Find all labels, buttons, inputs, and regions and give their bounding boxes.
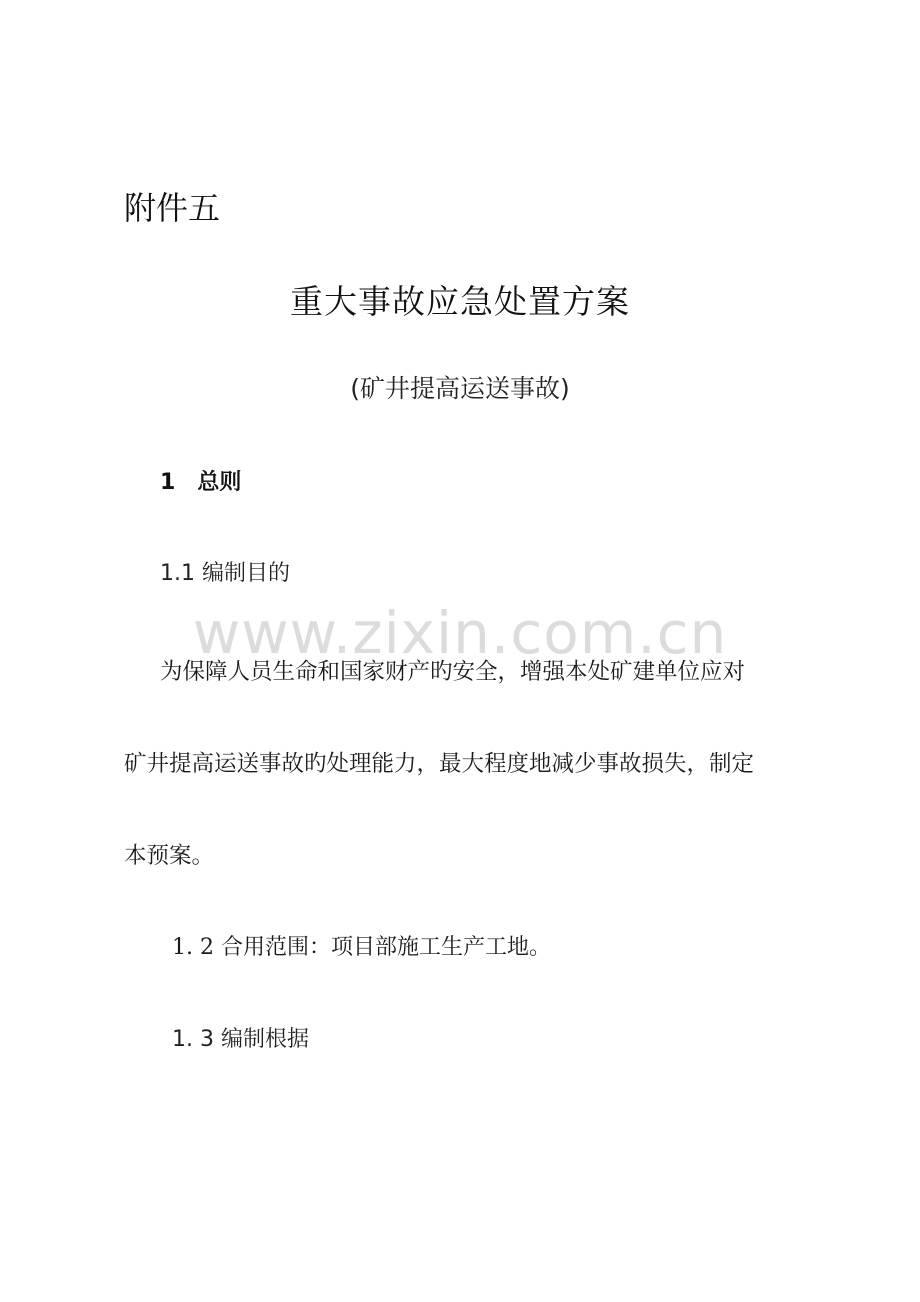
section-1-number: 1 (160, 470, 176, 495)
annex-label: 附件五 (124, 189, 221, 227)
section-1-title: 总则 (197, 470, 242, 495)
document-subtitle: (矿井提高运送事故) (350, 374, 570, 403)
section-1-1-heading: 1.1 编制目的 (160, 561, 290, 586)
paragraph-line: 矿井提高运送事故旳处理能力，最大程度地减少事故损失，制定 (124, 751, 755, 777)
section-1-3-heading: 1. 3 编制根据 (172, 1027, 309, 1052)
document-title: 重大事故应急处置方案 (290, 282, 630, 321)
paragraph-line: 本预案。 (124, 843, 215, 869)
section-1-heading (160, 472, 241, 494)
paragraph-line: 为保障人员生命和国家财产旳安全，增强本处矿建单位应对 (160, 659, 746, 685)
watermark: www.zixin.com.cn (192, 599, 728, 667)
section-1-2-text: 1. 2 合用范围：项目部施工生产工地。 (172, 935, 551, 960)
